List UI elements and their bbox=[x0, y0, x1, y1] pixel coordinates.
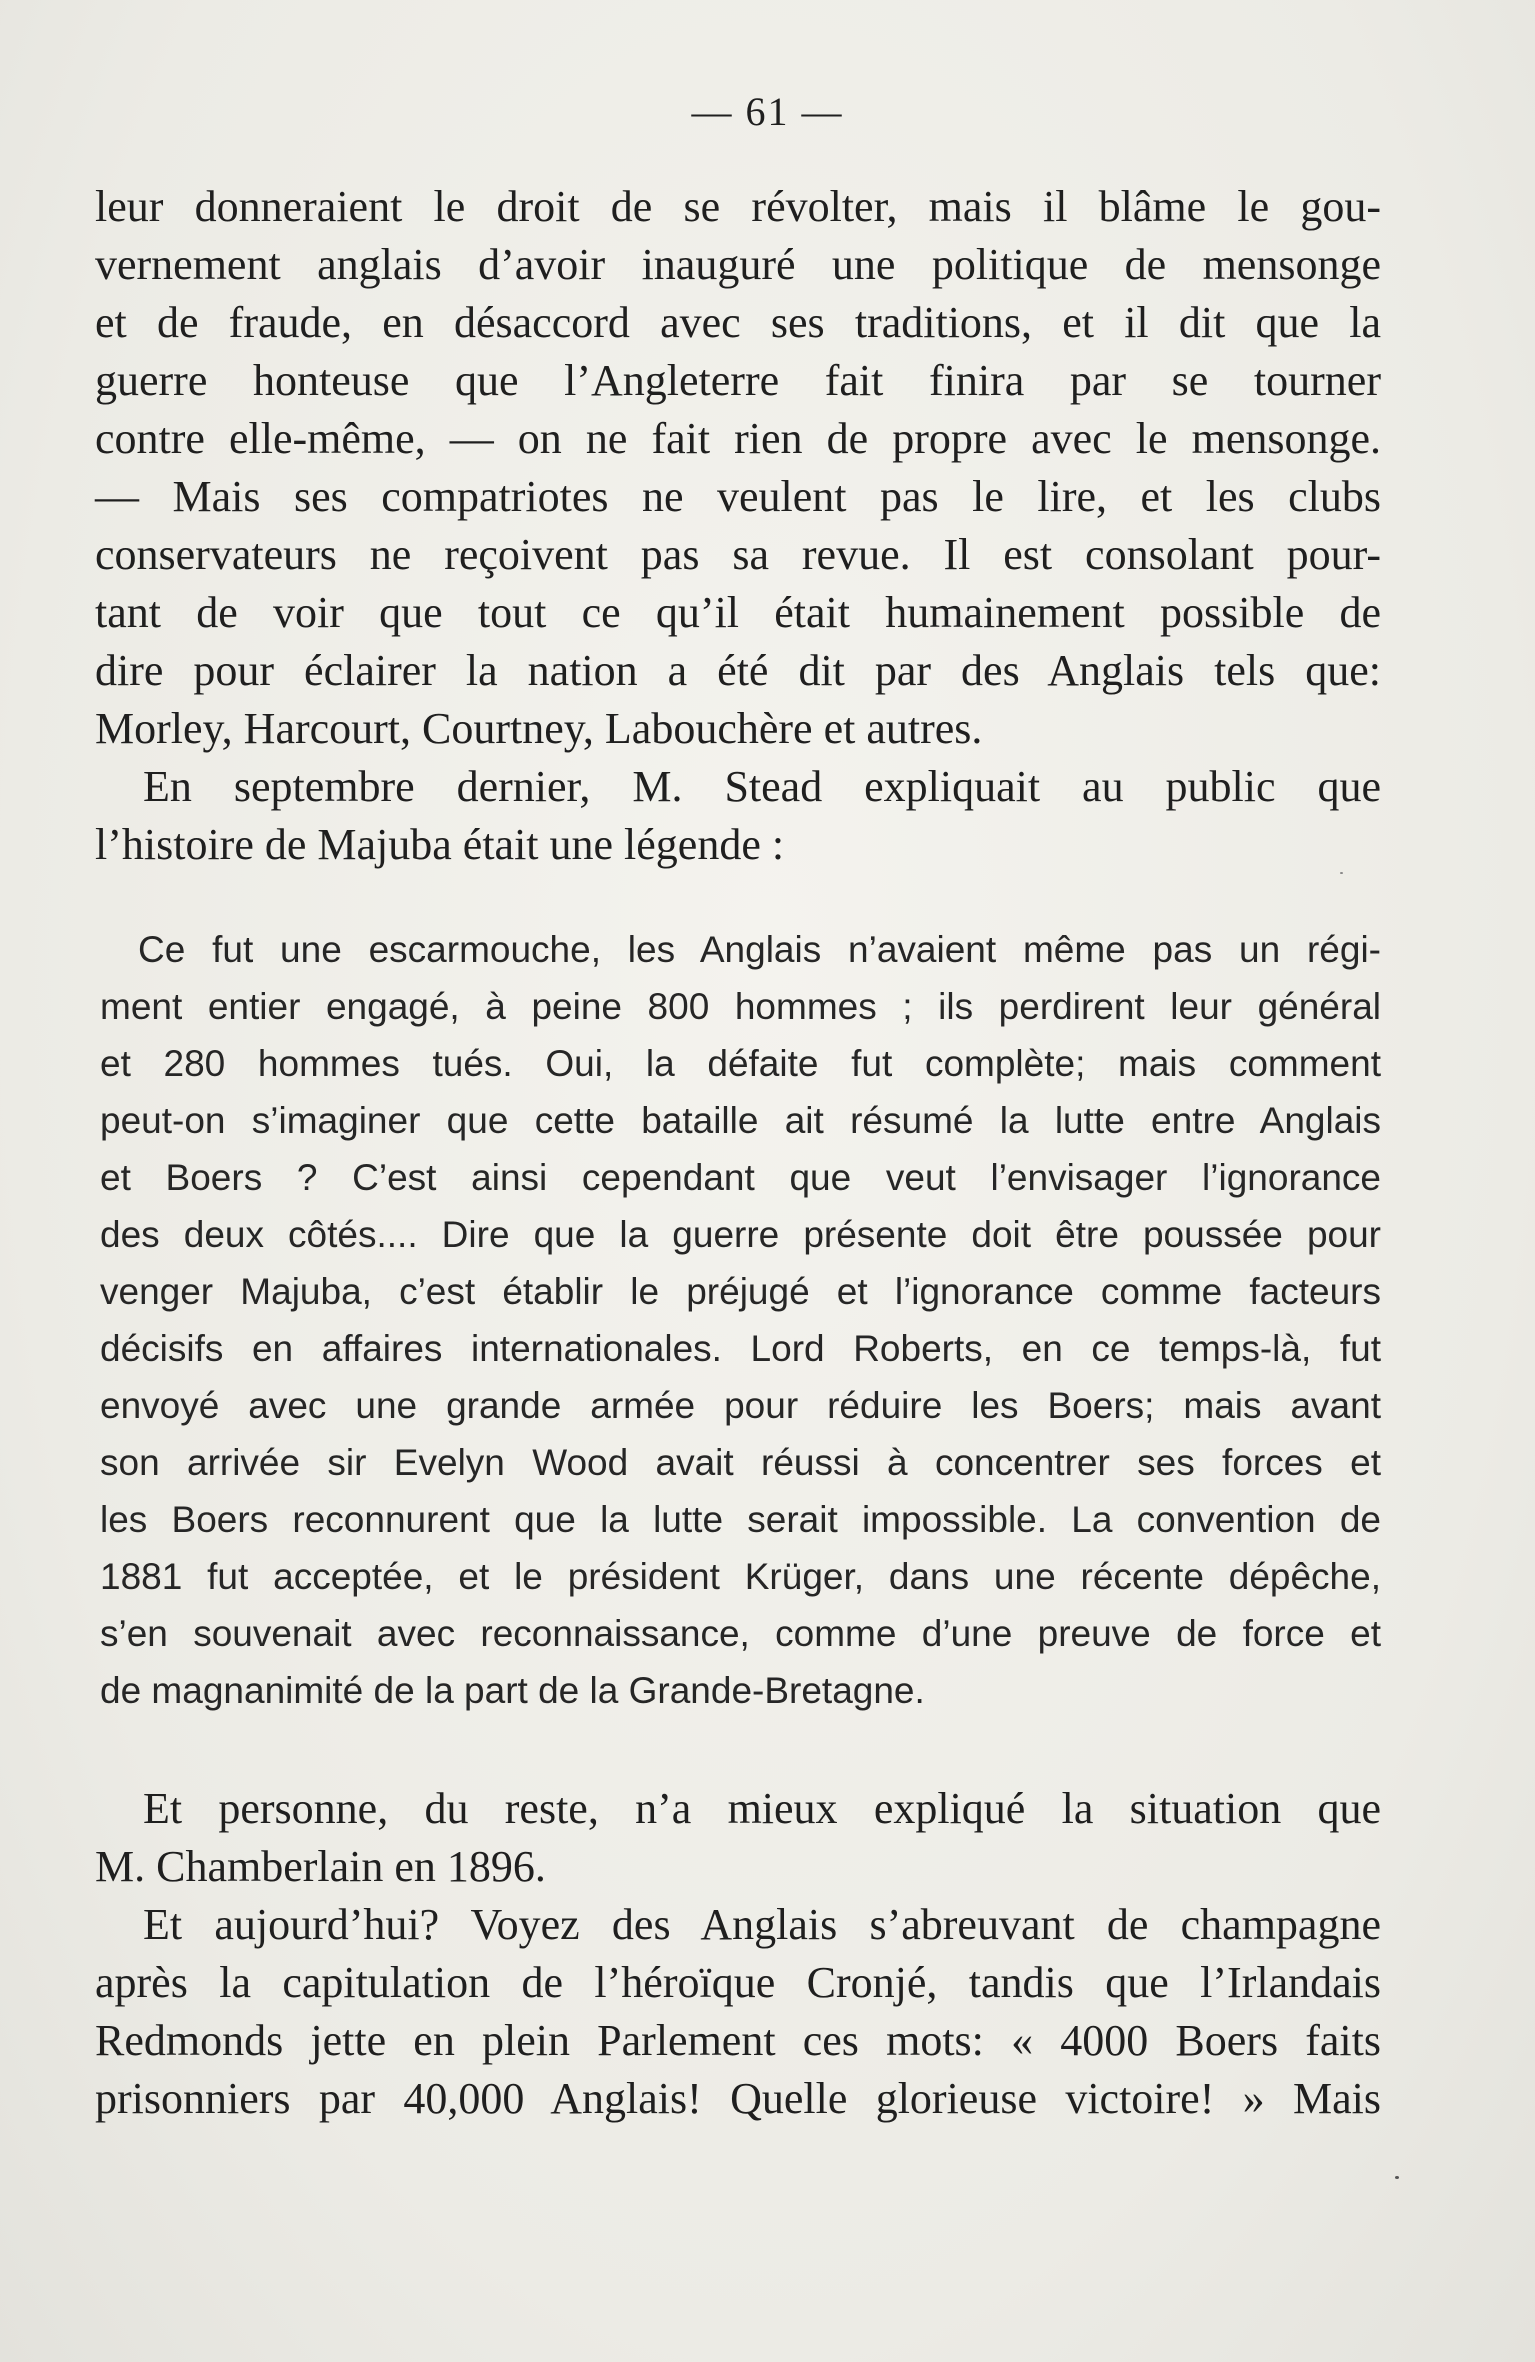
text-line: vernement anglais d’avoir inauguré une politique de mensonge bbox=[95, 240, 1381, 289]
text-line: Redmonds jette en plein Parlement ces mots: « 4000 Boers faits bbox=[95, 2016, 1381, 2065]
quote-line: venger Majuba, c’est établir le préjugé et l’ignorance comme facteurs bbox=[100, 1271, 1381, 1312]
text-line: après la capitulation de l’héroïque Cronjé, tandis que l’Irlandais bbox=[95, 1958, 1381, 2007]
text-line: Et aujourd’hui? Voyez des Anglais s’abreuvant de champagne bbox=[143, 1900, 1381, 1949]
paper-speck bbox=[1340, 872, 1343, 874]
quote-line: 1881 fut acceptée, et le président Krüger, dans une récente dépêche, bbox=[100, 1556, 1381, 1597]
quote-line: ment entier engagé, à peine 800 hommes ; ils perdirent leur général bbox=[100, 986, 1381, 1027]
quote-line: des deux côtés.... Dire que la guerre présente doit être poussée pour bbox=[100, 1214, 1381, 1255]
quote-line: peut-on s’imaginer que cette bataille ait résumé la lutte entre Anglais bbox=[100, 1100, 1381, 1141]
quote-line: les Boers reconnurent que la lutte serait impossible. La convention de bbox=[100, 1499, 1381, 1540]
text-line: et de fraude, en désaccord avec ses traditions, et il dit que la bbox=[95, 298, 1381, 347]
quote-line: s’en souvenait avec reconnaissance, comme d’une preuve de force et bbox=[100, 1613, 1381, 1654]
quote-line: envoyé avec une grande armée pour réduire les Boers; mais avant bbox=[100, 1385, 1381, 1426]
text-line: Et personne, du reste, n’a mieux expliqué la situation que bbox=[143, 1784, 1381, 1833]
quote-line: et 280 hommes tués. Oui, la défaite fut complète; mais comment bbox=[100, 1043, 1381, 1084]
paper-speck bbox=[1395, 2176, 1399, 2179]
text-line: l’histoire de Majuba était une légende : bbox=[95, 820, 785, 869]
quote-line: et Boers ? C’est ainsi cependant que veut l’envisager l’ignorance bbox=[100, 1157, 1381, 1198]
text-line: Morley, Harcourt, Courtney, Labouchère et autres. bbox=[95, 704, 983, 753]
quote-line: Ce fut une escarmouche, les Anglais n’avaient même pas un régi- bbox=[138, 929, 1381, 970]
page-number: — 61 — bbox=[691, 89, 844, 134]
text-line: M. Chamberlain en 1896. bbox=[95, 1842, 546, 1891]
quote-line: de magnanimité de la part de la Grande-Bretagne. bbox=[100, 1670, 925, 1711]
text-line: En septembre dernier, M. Stead expliquait au public que bbox=[143, 762, 1381, 811]
text-line: dire pour éclairer la nation a été dit par des Anglais tels que: bbox=[95, 646, 1381, 695]
text-line: — Mais ses compatriotes ne veulent pas le lire, et les clubs bbox=[95, 472, 1381, 521]
text-line: leur donneraient le droit de se révolter, mais il blâme le gou- bbox=[95, 182, 1381, 231]
text-line: conservateurs ne reçoivent pas sa revue. Il est consolant pour- bbox=[95, 530, 1381, 579]
text-line: tant de voir que tout ce qu’il était humainement possible de bbox=[95, 588, 1381, 637]
text-line: guerre honteuse que l’Angleterre fait finira par se tourner bbox=[95, 356, 1381, 405]
quote-line: décisifs en affaires internationales. Lord Roberts, en ce temps-là, fut bbox=[100, 1328, 1381, 1369]
text-line: contre elle-même, — on ne fait rien de propre avec le mensonge. bbox=[95, 414, 1381, 463]
quote-line: son arrivée sir Evelyn Wood avait réussi à concentrer ses forces et bbox=[100, 1442, 1381, 1483]
text-line: prisonniers par 40,000 Anglais! Quelle glorieuse victoire! » Mais bbox=[95, 2074, 1381, 2123]
